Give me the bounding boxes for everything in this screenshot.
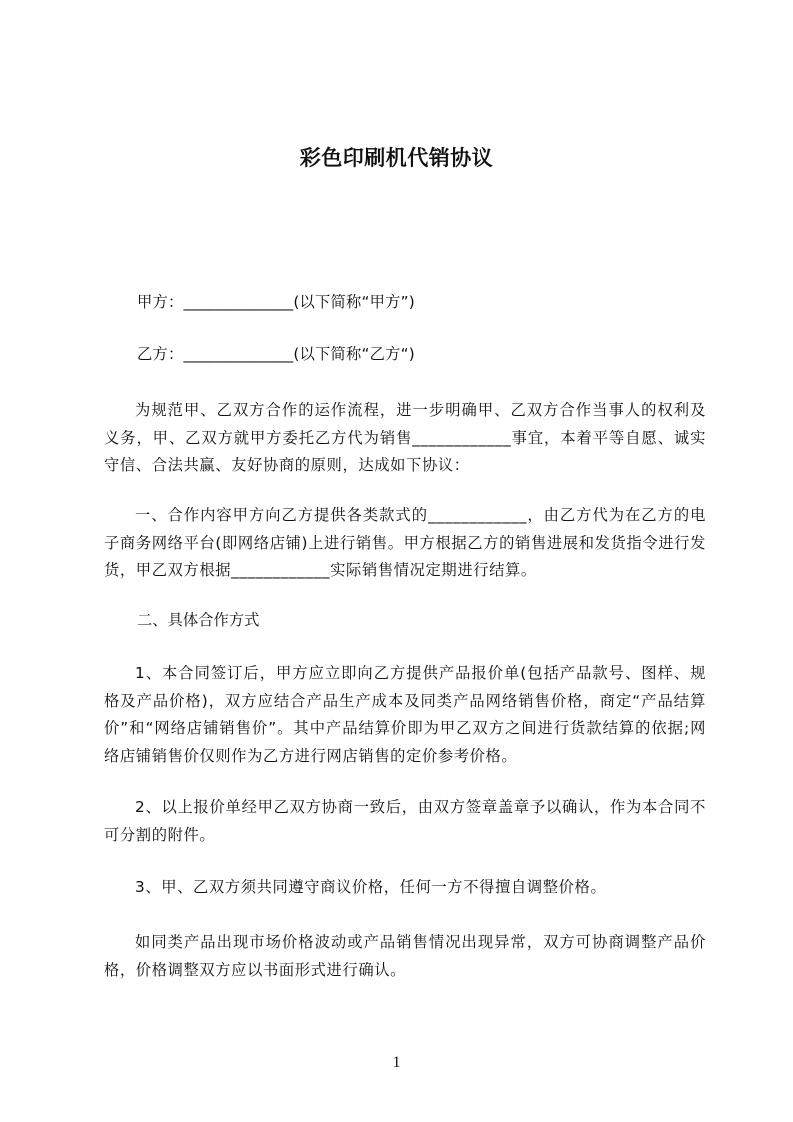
clause-1-paragraph: 1、本合同签订后，甲方应立即向乙方提供产品报价单(包括产品款号、图样、规格及产品价格)，双方应结合产品生产成本及同类产品网络销售价格，商定“产品结算价”和“网络店铺销售价”。其中产品结算价即为甲乙双方之间进行货款结算的依据;网络店铺销售价仅则作为乙方进行网店销售的定价参考价格。 — [104, 664, 706, 765]
intro-paragraph: 为规范甲、乙双方合作的运作流程，进一步明确甲、乙双方合作当事人的权利及义务，甲、乙双方就甲方委托乙方代为销售____________事宜，本着平等自愿、诚实守信、合法共赢、友好协商的原则，达成如下协议： — [104, 401, 706, 474]
party-b-line: 乙方：______________(以下简称“乙方“) — [137, 345, 415, 363]
party-a-line: 甲方：______________(以下简称“甲方”) — [137, 293, 415, 311]
document-title: 彩色印刷机代销协议 — [299, 146, 494, 170]
page-number: 1 — [392, 1054, 401, 1071]
clause-3-paragraph: 3、甲、乙双方须共同遵守商议价格，任何一方不得擅自调整价格。 — [135, 878, 607, 896]
clause-2-paragraph: 2、以上报价单经甲乙双方协商一致后，由双方签章盖章予以确认，作为本合同不可分割的附件。 — [104, 798, 706, 844]
section-one-paragraph: 一、合作内容甲方向乙方提供各类款式的____________，由乙方代为在乙方的电子商务网络平台(即网络店铺)上进行销售。甲方根据乙方的销售进展和发货指令进行发货，甲乙双方根据____________实际销售情况定期进行结算。 — [104, 506, 706, 579]
section-two-heading: 二、具体合作方式 — [137, 611, 260, 629]
clause-3-note-paragraph: 如同类产品出现市场价格波动或产品销售情况出现异常，双方可协商调整产品价格，价格调整双方应以书面形式进行确认。 — [104, 933, 706, 979]
